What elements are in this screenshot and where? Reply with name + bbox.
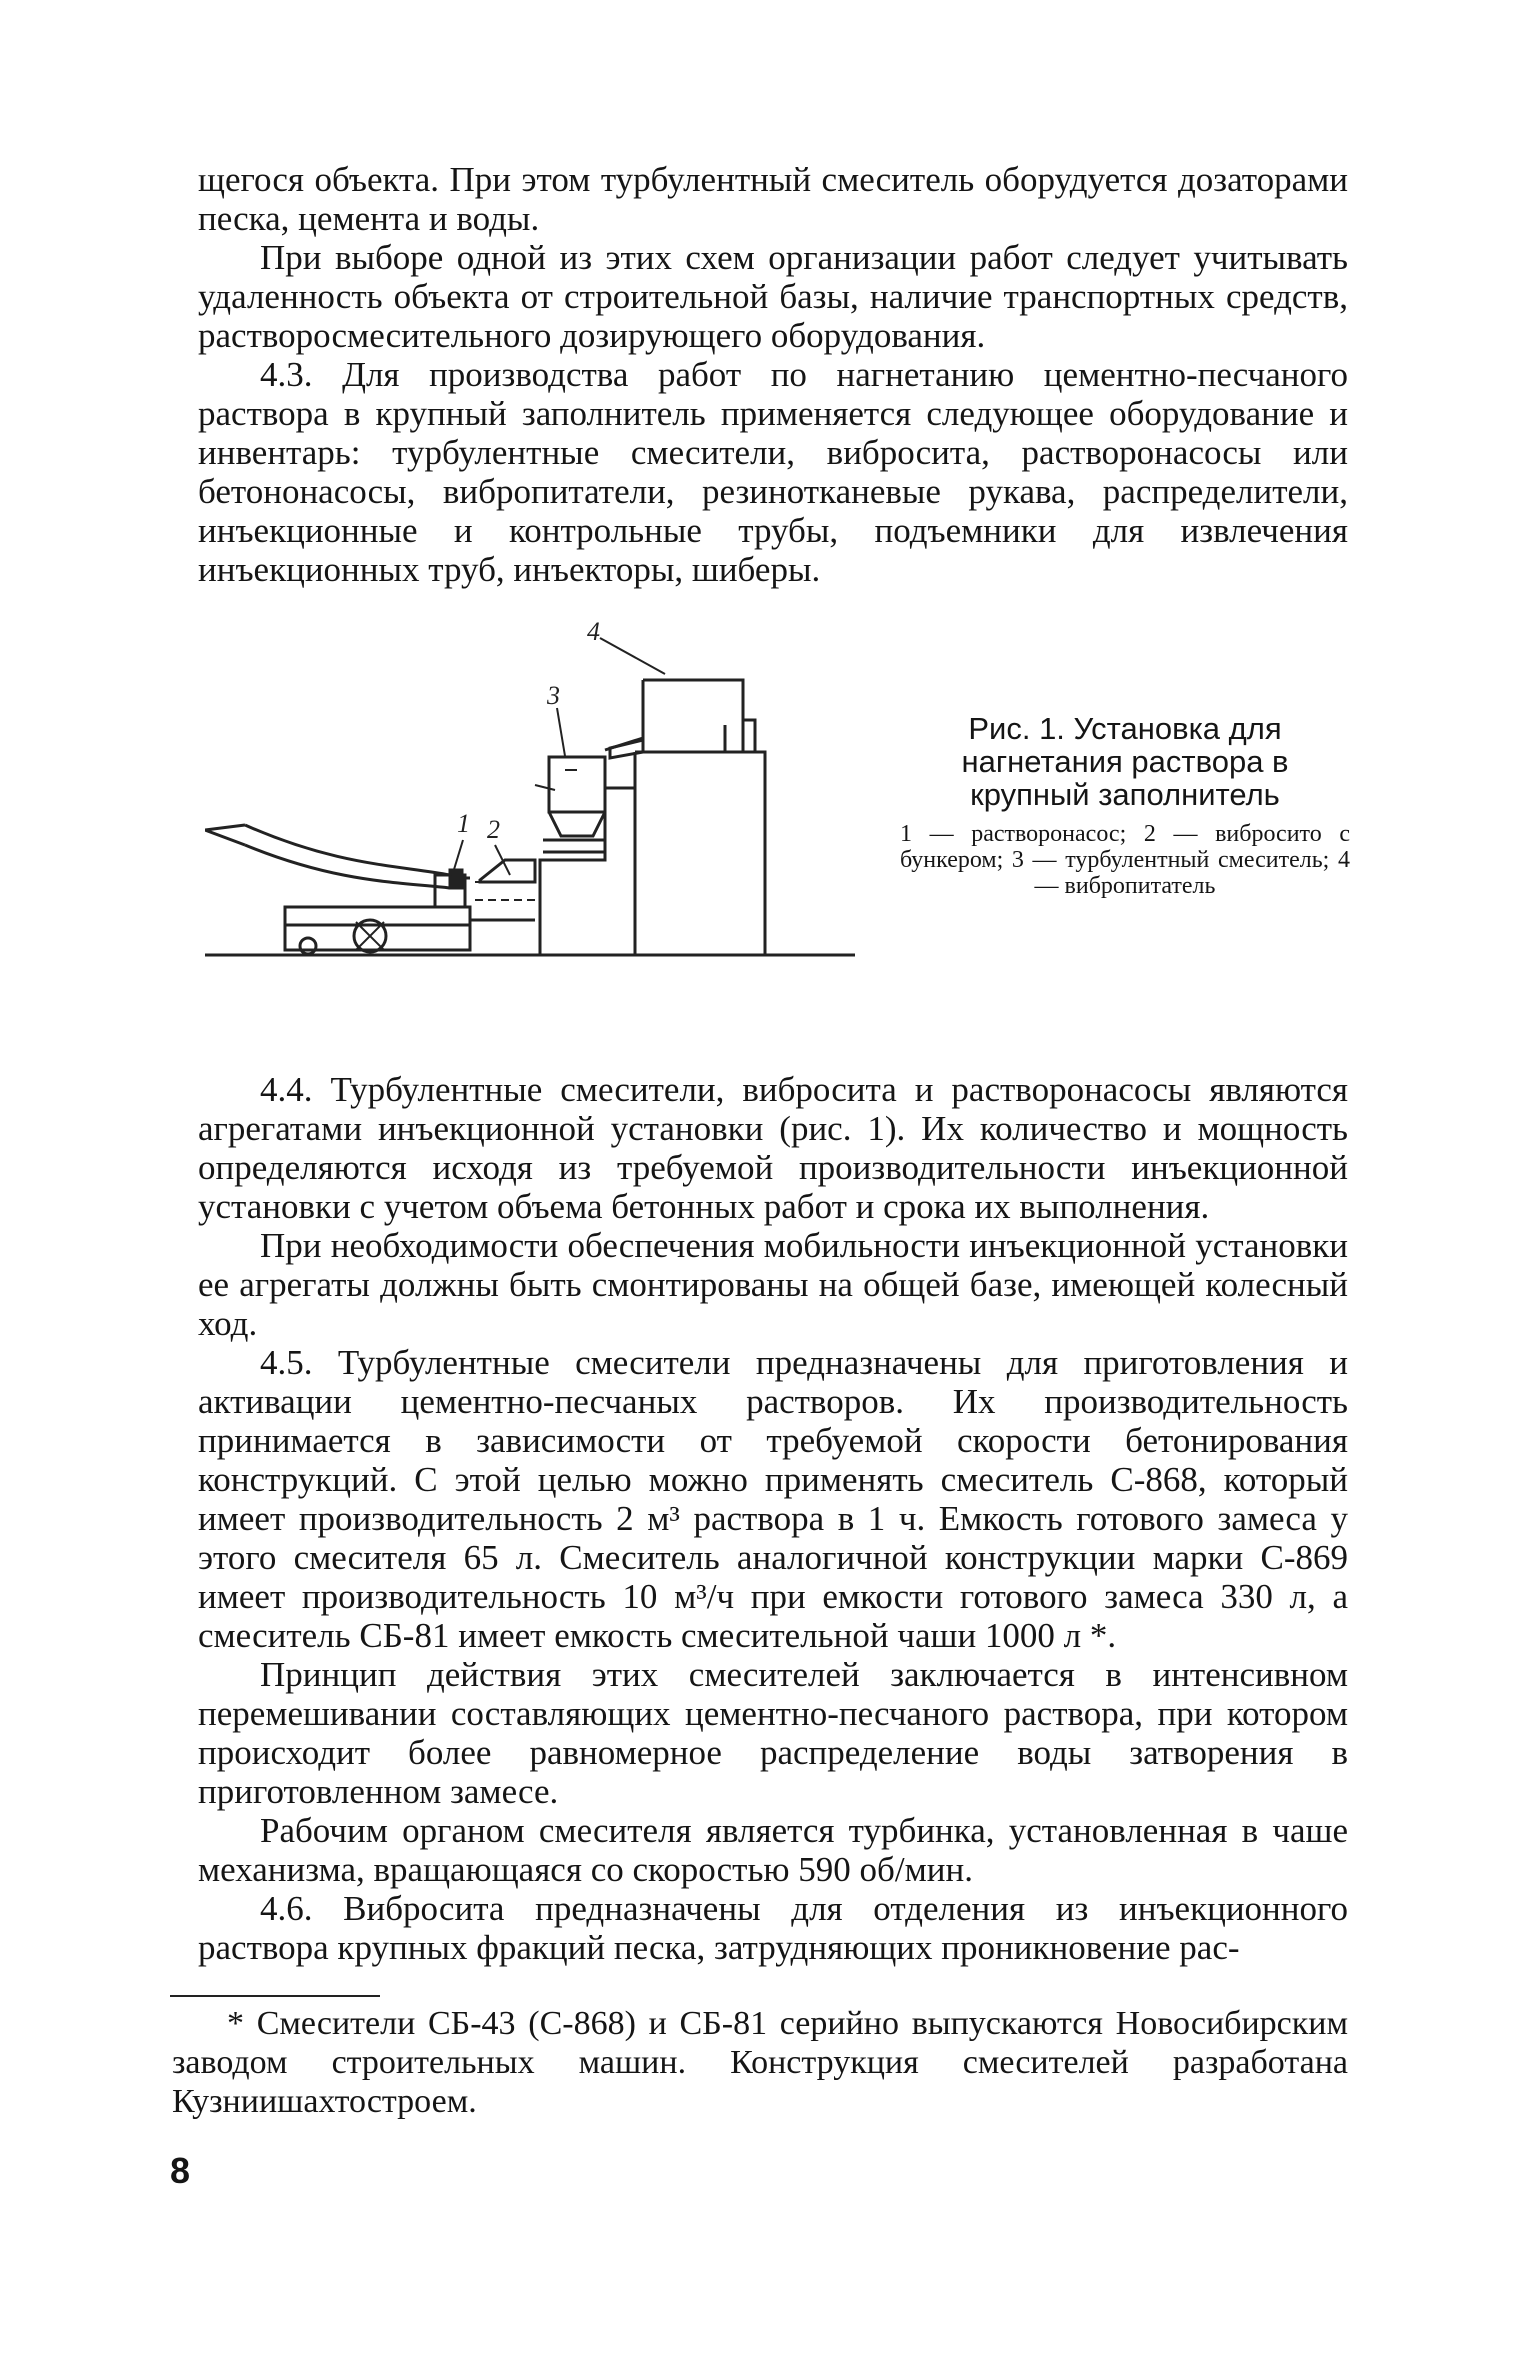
footnote-text: * Смесители СБ-43 (С-868) и СБ-81 серийно выпускаются Новосибирским заводом строительных машин. Конструкция смесителей разработана Кузниишахтостроем. [172, 2005, 1348, 2120]
figure-1-diagram [205, 620, 865, 965]
paragraph: щегося объекта. При этом турбулентный смеситель оборудуется дозаторами песка, цемента и воды. [198, 160, 1348, 238]
text-block-bottom [198, 1070, 1348, 1967]
text-block-top [198, 160, 1348, 589]
paragraph: При выборе одной из этих схем организации работ следует учитывать удаленность объекта от строительной базы, наличие транспортных средств, растворосмесительного дозирующего оборудования. [198, 238, 1348, 355]
paragraph: Принцип действия этих смесителей заключается в интенсивном перемешивании составляющих цементно-песчаного раствора, при котором происходит более равномерное распределение воды затворения в приготовленном замесе. [198, 1655, 1348, 1811]
figure-label-2: 2 [487, 815, 500, 844]
figure-label-4: 4 [587, 620, 600, 646]
paragraph: Рабочим органом смесителя является турбинка, установленная в чаше механизма, вращающаяся со скоростью 590 об/мин. [198, 1811, 1348, 1889]
figure-label-1: 1 [457, 809, 470, 838]
footnote [172, 2004, 1348, 2121]
figure-caption-legend: 1 — растворонасос; 2 — вибросито с бункером; 3 — турбулентный смеситель; 4 — вибропитатель [900, 821, 1350, 899]
paragraph-4-4: 4.4. Турбулентные смесители, вибросита и растворонасосы являются агрегатами инъекционной установки (рис. 1). Их количество и мощность определяются исходя из требуемой производительности инъекционной установки с учетом объема бетонных работ и срока их выполнения. [198, 1070, 1348, 1226]
paragraph-4-5: 4.5. Турбулентные смесители предназначены для приготовления и активации цементно-песчаных растворов. Их производительность принимается в зависимости от требуемой скорости бетонирования конструкций. С этой целью можно применять смеситель С-868, который имеет производительность 2 м³ раствора в 1 ч. Емкость готового замеса у этого смесителя 65 л. Смеситель аналогичной конструкции марки С-869 имеет производительность 10 м³/ч при емкости готового замеса 330 л, а смеситель СБ-81 имеет емкость смесительной чаши 1000 л *. [198, 1343, 1348, 1655]
figure-caption [900, 712, 1350, 899]
page-number: 8 [170, 2150, 191, 2191]
figure-caption-title: Рис. 1. Установка для нагнетания раствора в крупный заполнитель [961, 711, 1289, 812]
paragraph-4-3: 4.3. Для производства работ по нагнетанию цементно-песчаного раствора в крупный заполнитель применяется следующее оборудование и инвентарь: турбулентные смесители, вибросита, растворонасосы или бетононасосы, вибропитатели, резинотканевые рукава, распределители, инъекционные и контрольные трубы, подъемники для извлечения инъекционных труб, инъекторы, шиберы. [198, 355, 1348, 589]
figure-label-3: 3 [547, 681, 560, 710]
paragraph: При необходимости обеспечения мобильности инъекционной установки ее агрегаты должны быть смонтированы на общей базе, имеющей колесный ход. [198, 1226, 1348, 1343]
footnote-divider [170, 1995, 380, 1997]
paragraph-4-6: 4.6. Вибросита предназначены для отделения из инъекционного раствора крупных фракций песка, затрудняющих проникновение рас- [198, 1889, 1348, 1967]
